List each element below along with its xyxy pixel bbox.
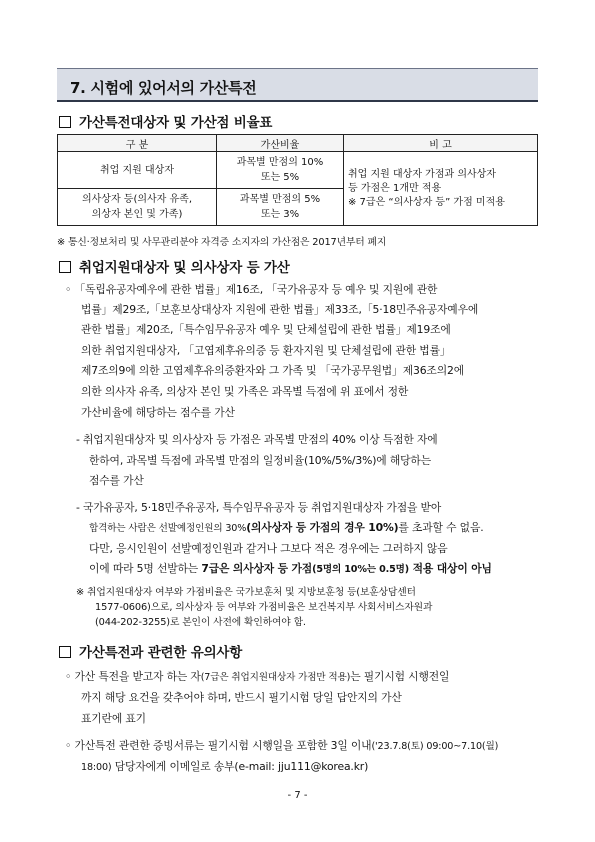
para3-text: 이에 따라 5명 선발하는	[89, 562, 202, 575]
note-line: 1577-0606)으로, 의사상자 등 여부와 가점비율은 보건복지부 사회서비스자원과	[95, 602, 433, 613]
rate-line: 또는 5%	[260, 172, 300, 183]
rate-line: 또는 3%	[260, 209, 300, 220]
para1-line: 의한 의사자 유족, 의상자 본인 및 가족은 과목별 득점에 위 표에서 정한	[81, 385, 409, 398]
table-footnote: ※ 통신·정보처리 및 사무관리분야 자격증 소지자의 가산점은 2017년부터 폐지	[57, 237, 387, 248]
table-header-note: 비 고	[344, 135, 538, 152]
para2-line: - 취업지원대상자 및 의사상자 등 가점은 과목별 만점의 40% 이상 득점한 자에	[76, 433, 438, 446]
section3-heading: 가산특전과 관련한 유의사항	[79, 645, 243, 661]
para3-line: 다만, 응시인원이 선발예정인원과 같거나 그보다 적은 경우에는 그러하지 않음	[89, 542, 448, 555]
para2-line: 점수를 가산	[89, 474, 144, 487]
para2-line: 한하여, 과목별 득점에 과목별 만점의 일정비율(10%/5%/3%)에 해당하는	[89, 454, 431, 467]
table-cell-rate	[217, 189, 344, 226]
note-line: 등 가점은 1개만 적용	[348, 182, 442, 194]
para3-bold-text: (5명의 10%는 0.5명)	[312, 564, 409, 575]
checkbox-square-icon	[59, 116, 71, 128]
para3-bold-text: 7급은 의사상자 등 가점	[201, 562, 313, 575]
section2-heading-row	[59, 256, 290, 276]
para1-line: 관한 법률」제20조,「특수임무유공자 예우 및 단체설립에 관한 법률」제19조에	[81, 323, 451, 336]
item2-small-text: 18:00)	[81, 762, 112, 773]
table-cell-category	[58, 189, 217, 226]
para3-text: 를 초과할 수 없음.	[398, 521, 484, 534]
table-cell-note	[344, 152, 538, 226]
para1-line: 의한 취업지원대상자, 「고엽제후유의증 등 환자지원 및 단체설립에 관한 법률」	[81, 344, 451, 357]
section3-heading-row	[59, 641, 242, 661]
note-line: (044-202-3255)로 본인이 사전에 확인하여야 함.	[95, 617, 306, 628]
rate-line: 과목별 만점의 5%	[239, 194, 321, 205]
item2-line	[81, 759, 368, 774]
para1-line: ◦ 「독립유공자예우에 관한 법률」제16조, 「국가유공자 등 예우 및 지원에 관한	[65, 283, 438, 296]
para1-line: 가산비율에 해당하는 점수를 가산	[81, 406, 235, 419]
para3-line	[89, 520, 484, 535]
checkbox-square-icon	[59, 261, 71, 273]
item2-text: ◦ 가산특전 관련한 증빙서류는 필기시험 시행일을 포함한 3일 이내	[65, 739, 372, 752]
item1-small-text: (7급은 취업지원대상자 가점만 적용)	[200, 672, 351, 683]
para3-line: - 국가유공자, 5·18민주유공자, 특수임무유공자 등 취업지원대상자 가점을 받아	[76, 501, 442, 514]
bonus-rate-table	[57, 134, 538, 226]
rate-line: 과목별 만점의 10%	[236, 157, 324, 168]
item2-text: 담당자에게 이메일로 송부(e-mail: jju111@korea.kr)	[111, 760, 369, 773]
section2-heading: 취업지원대상자 및 의사상자 등 가산	[79, 260, 290, 276]
category-line: 의사상자 등(의사자 유족,	[81, 194, 193, 205]
para3-bold-text: (의사상자 등 가점의 경우 10%)	[246, 521, 399, 534]
section1-heading: 가산특전대상자 및 가산점 비율표	[79, 115, 273, 131]
para3-bold-text: 적용 대상이 아님	[409, 562, 492, 575]
item1-text: ◦ 가산 특전을 받고자 하는 자	[65, 670, 201, 683]
table-header-rate: 가산비율	[217, 135, 344, 152]
table-cell-rate	[217, 152, 344, 189]
checkbox-square-icon	[59, 646, 71, 658]
table-cell-category: 취업 지원 대상자	[58, 152, 217, 189]
item1-line: 표기란에 표기	[81, 712, 146, 725]
category-line: 의상자 본인 및 가족)	[91, 209, 183, 220]
table-header-category: 구 분	[58, 135, 217, 152]
section1-heading-row	[59, 111, 272, 131]
item1-text: 는 필기시험 시행전일	[350, 670, 450, 683]
page-number: - 7 -	[287, 790, 308, 801]
para1-line: 제7조의9에 의한 고엽제후유의증환자와 그 가족 및 「국가공무원법」제36조의2에	[81, 364, 464, 377]
item2-line	[65, 738, 498, 753]
item1-line	[65, 669, 449, 684]
para1-line: 법률」제29조,「보훈보상대상자 지원에 관한 법률」제33조,「5·18민주유공자예우에	[81, 303, 479, 316]
para3-line	[89, 561, 492, 576]
item1-line: 까지 해당 요건을 갖추어야 하며, 반드시 필기시험 당일 답안지의 가산	[81, 691, 402, 704]
item2-small-text: ('23.7.8(토) 09:00~7.10(월)	[371, 741, 499, 752]
note-line: ※ 취업지원대상자 여부와 가점비율은 국가보훈처 및 지방보훈청 등(보훈상담센터	[76, 587, 416, 598]
note-line: ※ 7급은 “의사상자 등” 가점 미적용	[348, 196, 505, 208]
para3-text: 합격하는 사람은 선발예정인원의 30%	[89, 523, 247, 534]
note-line: 취업 지원 대상자 가점과 의사상자	[348, 168, 496, 180]
page-title: 7. 시험에 있어서의 가산특전	[70, 79, 257, 97]
